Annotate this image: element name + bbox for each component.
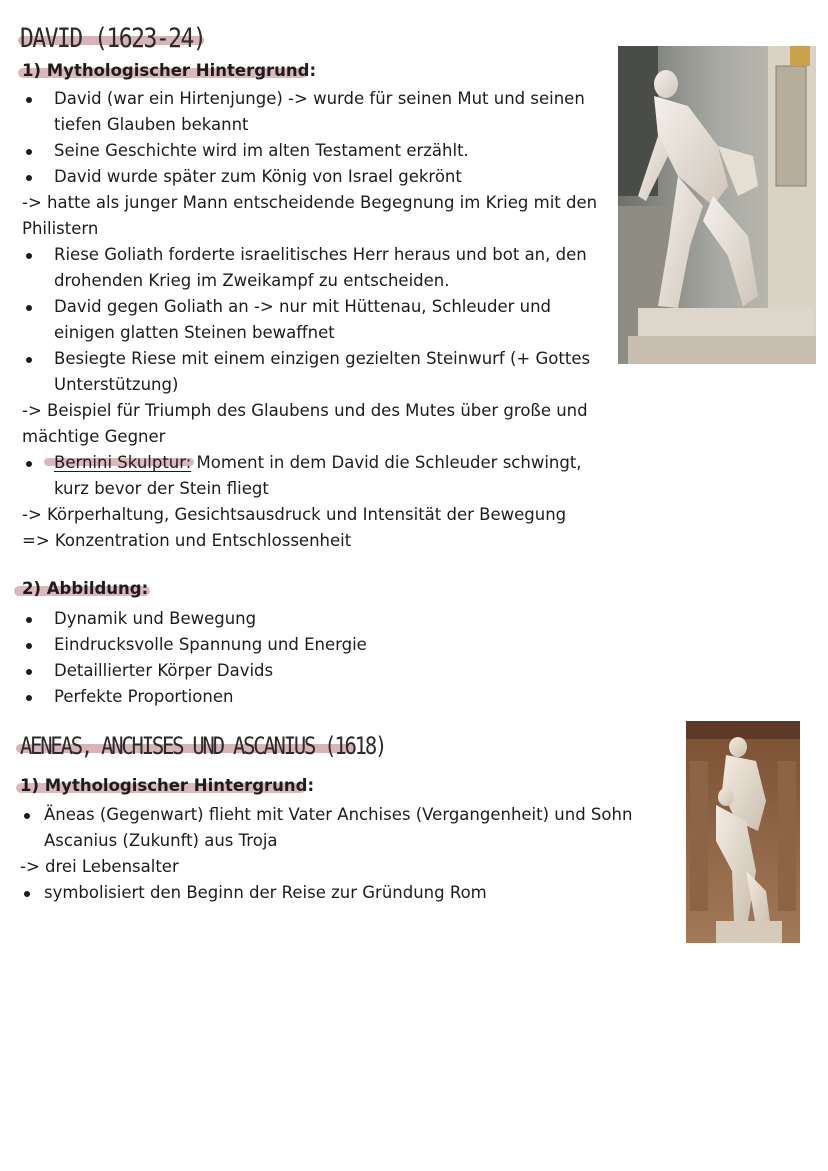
- text-line: Philistern: [22, 219, 99, 238]
- aeneas-statue-image: [686, 721, 800, 943]
- bullet: [26, 253, 32, 259]
- david-section2-heading: 2) Abbildung:: [22, 579, 149, 598]
- text-line: David (war ein Hirtenjunge) -> wurde für seinen Mut und seinen: [54, 89, 585, 108]
- text-line: tiefen Glauben bekannt: [54, 115, 249, 134]
- text-line: Seine Geschichte wird im alten Testament erzählt.: [54, 141, 469, 160]
- bernini-line: [54, 450, 582, 476]
- bullet: [26, 149, 32, 155]
- text-line: -> drei Lebensalter: [20, 857, 179, 876]
- text-line: -> hatte als junger Mann entscheidende Begegnung im Krieg mit den: [22, 193, 598, 212]
- bullet: [26, 643, 32, 649]
- bullet: [26, 97, 32, 103]
- bullet: [26, 695, 32, 701]
- david-section1-heading: 1) Mythologischer Hintergrund:: [22, 61, 317, 80]
- bullet: [24, 813, 30, 819]
- text-line: Unterstützung): [54, 375, 179, 394]
- text-line: Ascanius (Zukunft) aus Troja: [44, 831, 278, 850]
- text-line: David gegen Goliath an -> nur mit Hüttenau, Schleuder und: [54, 297, 552, 316]
- bullet: [26, 617, 32, 623]
- text-line: einigen glatten Steinen bewaffnet: [54, 323, 335, 342]
- text-line: symbolisiert den Beginn der Reise zur Gründung Rom: [44, 883, 487, 902]
- aeneas-statue-photo: [686, 721, 800, 943]
- aeneas-title: AENEAS, ANCHISES UND ASCANIUS (1618): [20, 732, 386, 760]
- david-title: DAVID (1623-24): [20, 24, 206, 54]
- bernini-text: Moment in dem David die Schleuder schwingt,: [191, 453, 582, 472]
- text-line: Dynamik und Bewegung: [54, 609, 257, 628]
- text-line: => Konzentration und Entschlossenheit: [22, 531, 352, 550]
- david-statue-image: [618, 46, 816, 364]
- bullet: [24, 891, 30, 897]
- text-line: Äneas (Gegenwart) flieht mit Vater Anchises (Vergangenheit) und Sohn: [44, 805, 633, 824]
- text-line: Eindrucksvolle Spannung und Energie: [54, 635, 367, 654]
- text-line: David wurde später zum König von Israel gekrönt: [54, 167, 462, 186]
- text-line: Riese Goliath forderte israelitisches Herr heraus und bot an, den: [54, 245, 587, 264]
- text-line: Perfekte Proportionen: [54, 687, 234, 706]
- text-line: Besiegte Riese mit einem einzigen gezielten Steinwurf (+ Gottes: [54, 349, 591, 368]
- bernini-label: Bernini Skulptur:: [54, 453, 192, 472]
- text-line: kurz bevor der Stein fliegt: [54, 479, 269, 498]
- bullet: [26, 669, 32, 675]
- bullet: [26, 305, 32, 311]
- text-line: mächtige Gegner: [22, 427, 166, 446]
- text-line: -> Körperhaltung, Gesichtsausdruck und Intensität der Bewegung: [22, 505, 567, 524]
- text-line: drohenden Krieg im Zweikampf zu entscheiden.: [54, 271, 450, 290]
- bullet: [26, 461, 32, 467]
- david-statue-photo: [618, 46, 816, 364]
- text-line: -> Beispiel für Triumph des Glaubens und des Mutes über große und: [22, 401, 588, 420]
- text-line: Detaillierter Körper Davids: [54, 661, 274, 680]
- aeneas-section1-heading: 1) Mythologischer Hintergrund:: [20, 776, 315, 795]
- bullet: [26, 175, 32, 181]
- bullet: [26, 357, 32, 363]
